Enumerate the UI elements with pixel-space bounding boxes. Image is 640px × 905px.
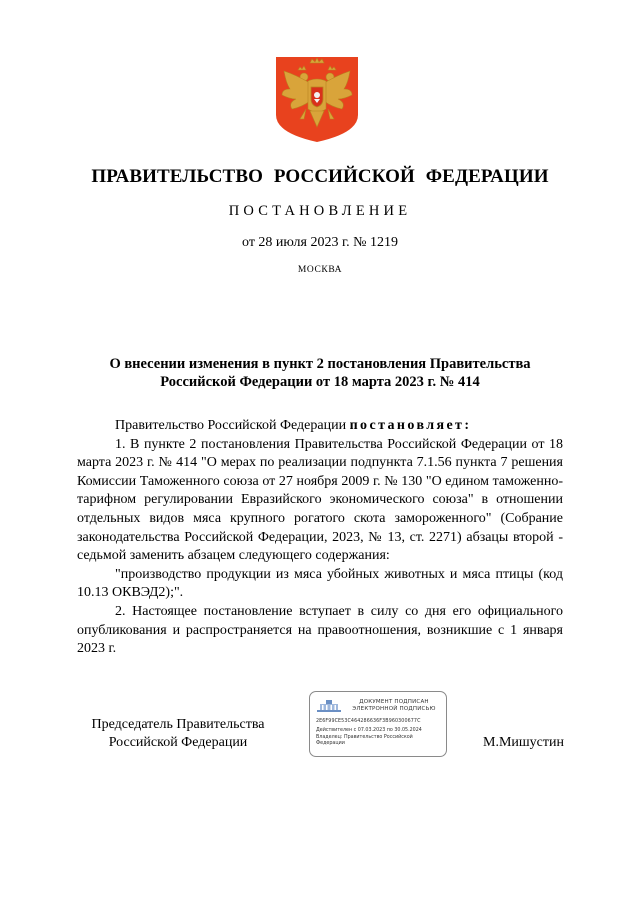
document-type: ПОСТАНОВЛЕНИЕ xyxy=(228,203,412,219)
stamp-certificate: 2E6F99CE53C464286636F3B960300677C xyxy=(316,719,421,724)
signatory-position xyxy=(78,716,278,752)
stamp-owner-line-2: Федерации xyxy=(316,741,345,746)
item-1-paragraph: 1. В пункте 2 постановления Правительства Российской Федерации от 18 марта 2023 г. № 414 "О мерах по реализации подпункта 7.1.56 пункта 7 решения Комиссии Таможенного союза от 27 ноября 2009 г. № 130 "О едином таможенно-тарифном регулировании Евразийского экономического союза" в отношении отдельных видов мяса крупного рогатого скота замороженного" (Собрание законодательства Российской Федерации, 2023, № 13, ст. 2271) абзацы второй - седьмой заменить абзацем следующего содержания: xyxy=(77,436,563,564)
stamp-owner-line-1: Владелец: Правительство Российской xyxy=(316,735,413,740)
document-body xyxy=(77,417,563,659)
stamp-owner xyxy=(316,735,436,747)
signatory-position-line-1: Председатель Правительства xyxy=(91,717,265,732)
document-subject xyxy=(70,355,570,391)
signatory-position-line-2: Российской Федерации xyxy=(108,735,248,750)
signatory-name: М.Мишустин xyxy=(483,735,564,750)
document-date-number: от 28 июля 2023 г. № 1219 xyxy=(242,235,398,250)
subject-line-2: Российской Федерации от 18 марта 2023 г. № 414 xyxy=(160,374,480,390)
quote-paragraph: "производство продукции из мяса убойных животных и мяса птицы (код 10.13 ОКВЭД2);". xyxy=(77,566,563,601)
stamp-title-line-2: ЭЛЕКТРОННОЙ ПОДПИСЬЮ xyxy=(352,705,436,712)
stamp-title-line-1: ДОКУМЕНТ ПОДПИСАН xyxy=(359,699,429,705)
decree-word: постановляет: xyxy=(349,418,472,433)
government-building-icon xyxy=(316,698,342,712)
electronic-signature-stamp xyxy=(309,691,447,757)
item-2-paragraph: 2. Настоящее постановление вступает в силу со дня его официального опубликования и распространяется на правоотношения, возникшие с 1 января 2023 г. xyxy=(77,603,563,657)
subject-line-1: О внесении изменения в пункт 2 постановления Правительства xyxy=(109,356,531,372)
stamp-validity: Действителен с 07.03.2023 по 30.05.2024 xyxy=(316,728,422,733)
government-title: ПРАВИТЕЛЬСТВО РОССИЙСКОЙ ФЕДЕРАЦИИ xyxy=(91,166,549,187)
document-city: МОСКВА xyxy=(297,265,343,275)
russian-coat-of-arms-icon xyxy=(276,57,358,142)
stamp-title xyxy=(344,699,444,712)
preamble-paragraph xyxy=(77,417,563,436)
preamble-text: Правительство Российской Федерации xyxy=(115,418,350,433)
